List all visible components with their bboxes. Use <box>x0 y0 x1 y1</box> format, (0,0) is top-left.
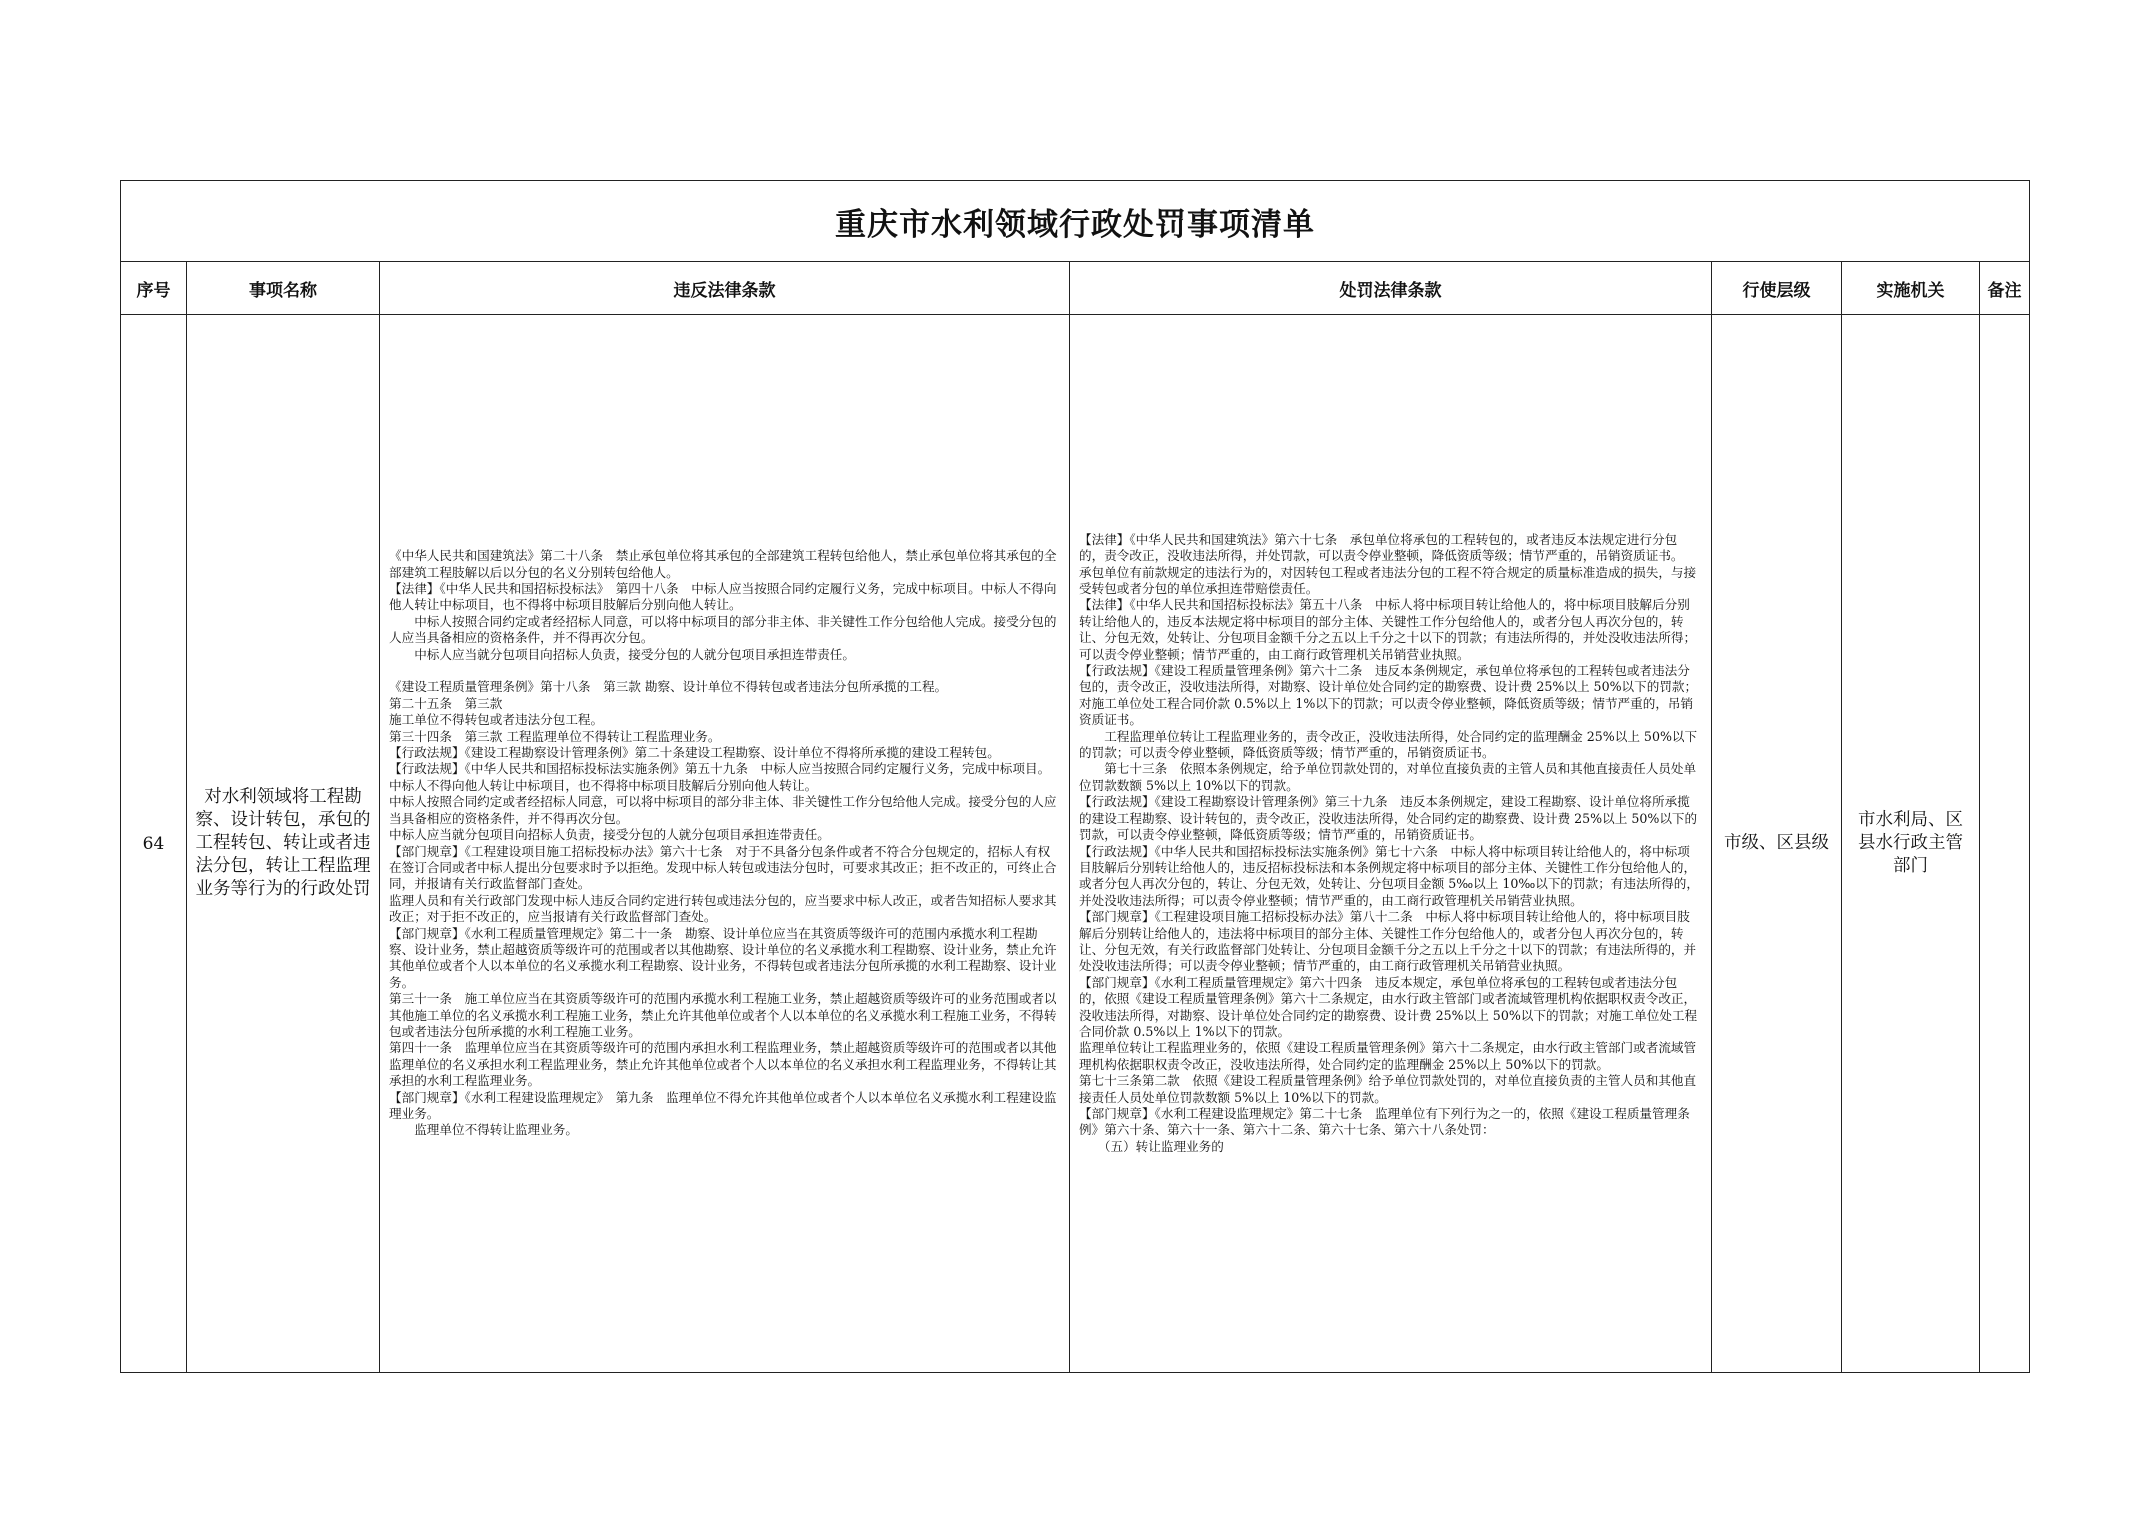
penalty-paragraph: 监理单位转让工程监理业务的，依照《建设工程质量管理条例》第六十二条规定，由水行政主管部门或者流域管理机构依据职权责令改正，没收违法所得，处合同约定的监理酬金 25%以上 50%以下的罚款。 <box>1079 1040 1697 1072</box>
penalty-list-table <box>120 180 2030 1373</box>
violation-paragraph: 《建设工程质量管理条例》第十八条 第三款 勘察、设计单位不得转包或者违法分包所承揽的工程。 <box>389 679 948 695</box>
violation-paragraph: 第三十一条 施工单位应当在其资质等级许可的范围内承揽水利工程施工业务，禁止超越资质等级许可的业务范围或者以其他施工单位的名义承揽水利工程施工业务，禁止允许其他单位或者个人以本单位的名义承揽水利工程施工业务，不得转包或者违法分包所承揽的水利工程施工业务。 <box>389 991 1057 1039</box>
table-row <box>121 315 2030 1373</box>
penalty-paragraph: 【部门规章】《水利工程建设监理规定》第二十七条 监理单位有下列行为之一的，依照《建设工程质量管理条例》第六十条、第六十一条、第六十二条、第六十七条、第六十八条处罚： <box>1079 1106 1690 1138</box>
violation-paragraph: 中标人按照合同约定或者经招标人同意，可以将中标项目的部分非主体、非关键性工作分包给他人完成。接受分包的人应当具备相应的资格条件，并不得再次分包。 <box>389 613 1057 646</box>
row-name: 对水利领域将工程勘察、设计转包，承包的工程转包、转让或者违法分包，转让工程监理业务等行为的行政处罚 <box>187 315 380 1373</box>
violation-paragraph <box>389 663 1060 679</box>
row-remark <box>1980 315 2030 1373</box>
violation-paragraph: 监理单位不得转让监理业务。 <box>389 1122 578 1138</box>
violation-paragraph: 【部门规章】《水利工程建设监理规定》 第九条 监理单位不得允许其他单位或者个人以本单位名义承揽水利工程建设监理业务。 <box>389 1089 1057 1121</box>
violation-paragraph: 【法律】《中华人民共和国招标投标法》 第四十八条 中标人应当按照合同约定履行义务，完成中标项目。中标人不得向他人转让中标项目，也不得将中标项目肢解后分别向他人转让。 <box>389 581 1057 613</box>
penalty-paragraph: 承包单位有前款规定的违法行为的，对因转包工程或者违法分包的工程不符合规定的质量标准造成的损失，与接受转包或者分包的单位承担连带赔偿责任。 <box>1079 564 1697 596</box>
header-penalty: 处罚法律条款 <box>1070 262 1712 315</box>
violation-paragraph: 第二十五条 第三款 <box>389 695 503 711</box>
violation-paragraph: 中标人应当就分包项目向招标人负责，接受分包的人就分包项目承担连带责任。 <box>389 646 855 662</box>
penalty-paragraph: 【法律】《中华人民共和国招标投标法》第五十八条 中标人将中标项目转让给他人的，将中标项目肢解后分别转让给他人的，违反本法规定将中标项目的部分主体、关键性工作分包给他人的，或者分包人再次分包的，转让、分包无效，处转让、分包项目金额千分之五以上千分之十以下的罚款；有违法所得的，并处没收违法所得；可以责令停业整顿；情节严重的，由工商行政管理机关吊销营业执照。 <box>1079 597 1697 662</box>
violation-paragraph: 【行政法规】《建设工程勘察设计管理条例》第二十条建设工程勘察、设计单位不得将所承揽的建设工程转包。 <box>389 745 1000 761</box>
penalty-paragraph: 【部门规章】《工程建设项目施工招标投标办法》第八十二条 中标人将中标项目转让给他人的，将中标项目肢解后分别转让给他人的，违法将中标项目的部分主体、关键性工作分包给他人的，或者分包人再次分包的，转让、分包无效，有关行政监督部门处转让、分包项目金额千分之五以上千分之十以下的罚款；有违法所得的，并处没收违法所得；可以责令停业整顿；情节严重的，由工商行政管理机关吊销营业执照。 <box>1079 909 1697 974</box>
violation-paragraph: 监理人员和有关行政部门发现中标人违反合同约定进行转包或违法分包的，应当要求中标人改正，或者告知招标人要求其改正；对于拒不改正的，应当报请有关行政监督部门查处。 <box>389 892 1057 925</box>
penalty-paragraph: 【部门规章】《水利工程质量管理规定》第六十四条 违反本规定，承包单位将承包的工程转包或者违法分包的，依照《建设工程质量管理条例》第六十二条规定，由水行政主管部门或者流域管理机构依据职权责令改正，没收违法所得，对勘察、设计单位处合同约定的勘察费、设计费 25%以上 50%以下的罚款；对施工单位处工程合同价款 0.5%以上 1%以下的罚款。 <box>1079 974 1698 1039</box>
row-penalty-clauses <box>1070 315 1712 1373</box>
violation-paragraphs <box>389 548 1060 1139</box>
violation-paragraph: 【行政法规】《中华人民共和国招标投标法实施条例》第五十九条 中标人应当按照合同约定履行义务，完成中标项目。中标人不得向他人转让中标项目，也不得将中标项目肢解后分别向他人转让。 <box>389 761 1051 793</box>
penalty-paragraph: 【行政法规】《中华人民共和国招标投标法实施条例》第七十六条 中标人将中标项目转让给他人的，将中标项目肢解后分别转让给他人的，违反招标投标法和本条例规定将中标项目的部分主体、关键性工作分包给他人的，或者分包人再次分包的，转让、分包无效，处转让、分包项目金额 5‰以上 10‰以下的罚款；有违法所得的，并处没收违法所得；可以责令停业整顿；情节严重的，由工商行政管理机关吊销营业执照。 <box>1079 843 1699 908</box>
header-agency: 实施机关 <box>1842 262 1980 315</box>
row-agency: 市水利局、区县水行政主管部门 <box>1842 315 1980 1373</box>
penalty-paragraph: 【行政法规】《建设工程勘察设计管理条例》第三十九条 违反本条例规定，建设工程勘察、设计单位将所承揽的建设工程勘察、设计转包的，责令改正，没收违法所得，处合同约定的勘察费、设计费 25%以上 50%以下的罚款，可以责令停业整顿，降低资质等级；情节严重的，吊销资质证书。 <box>1079 794 1698 843</box>
violation-paragraph: 【部门规章】《水利工程质量管理规定》第二十一条 勘察、设计单位应当在其资质等级许可的范围内承揽水利工程勘察、设计业务，禁止超越资质等级许可的范围或者以其他勘察、设计单位的名义承揽水利工程勘察、设计业务，禁止允许其他单位或者个人以本单位的名义承揽水利工程勘察、设计业务，不得转包或者违法分包所承揽的水利工程勘察、设计业务。 <box>389 925 1057 990</box>
violation-paragraph: 中标人按照合同约定或者经招标人同意，可以将中标项目的部分非主体、非关键性工作分包给他人完成。接受分包的人应当具备相应的资格条件，并不得再次分包。 <box>389 794 1057 826</box>
penalty-paragraph: 【行政法规】《建设工程质量管理条例》第六十二条 违反本条例规定，承包单位将承包的工程转包或者违法分包的，责令改正，没收违法所得，对勘察、设计单位处合同约定的勘察费、设计费 25%以上 50%以下的罚款；对施工单位处工程合同价款 0.5%以上 1%以下的罚款；可以责令停业整顿，降低资质等级；情节严重的，吊销资质证书。 <box>1079 663 1698 728</box>
header-no: 序号 <box>121 262 187 315</box>
header-row <box>121 262 2030 315</box>
violation-paragraph: 第四十一条 监理单位应当在其资质等级许可的范围内承担水利工程监理业务，禁止超越资质等级许可的范围或者以其他监理单位的名义承担水利工程监理业务，禁止允许其他单位或者个人以本单位的名义承担水利工程监理业务，不得转让其承担的水利工程监理业务。 <box>389 1040 1057 1089</box>
violation-paragraph: 《中华人民共和国建筑法》第二十八条 禁止承包单位将其承包的全部建筑工程转包给他人，禁止承包单位将其承包的全部建筑工程肢解以后以分包的名义分别转包给他人。 <box>389 548 1057 580</box>
penalty-paragraphs <box>1079 532 1702 1155</box>
row-no: 64 <box>121 315 187 1373</box>
penalty-paragraph: （五）转让监理业务的 <box>1079 1138 1224 1154</box>
penalty-paragraph: 第七十三条第二款 依照《建设工程质量管理条例》给予单位罚款处罚的，对单位直接负责的主管人员和其他直接责任人员处单位罚款数额 5%以上 10%以下的罚款。 <box>1079 1073 1697 1105</box>
violation-paragraph: 施工单位不得转包或者违法分包工程。 <box>389 712 604 728</box>
penalty-paragraph: 工程监理单位转让工程监理业务的，责令改正，没收违法所得，处合同约定的监理酬金 25%以上 50%以下的罚款；可以责令停业整顿，降低资质等级；情节严重的，吊销资质证书。 <box>1079 728 1698 761</box>
header-violation: 违反法律条款 <box>380 262 1070 315</box>
row-violation-clauses <box>380 315 1070 1373</box>
header-remark: 备注 <box>1980 262 2030 315</box>
penalty-paragraph: 第七十三条 依照本条例规定，给予单位罚款处罚的，对单位直接负责的主管人员和其他直接责任人员处单位罚款数额 5%以上 10%以下的罚款。 <box>1079 761 1697 793</box>
header-name: 事项名称 <box>187 262 380 315</box>
document-title: 重庆市水利领域行政处罚事项清单 <box>121 181 2030 262</box>
penalty-paragraph: 【法律】《中华人民共和国建筑法》第六十七条 承包单位将承包的工程转包的，或者违反本法规定进行分包的，责令改正，没收违法所得，并处罚款，可以责令停业整顿，降低资质等级；情节严重的，吊销资质证书。 <box>1079 531 1684 564</box>
row-level: 市级、区县级 <box>1712 315 1842 1373</box>
violation-paragraph: 【部门规章】《工程建设项目施工招标投标办法》第六十七条 对于不具备分包条件或者不符合分包规定的，招标人有权在签订合同或者中标人提出分包要求时予以拒绝。发现中标人转包或违法分包时，可要求其改正；拒不改正的，可终止合同，并报请有关行政监督部门查处。 <box>389 843 1057 892</box>
violation-paragraph: 第三十四条 第三款 工程监理单位不得转让工程监理业务。 <box>389 728 721 744</box>
violation-paragraph: 中标人应当就分包项目向招标人负责，接受分包的人就分包项目承担连带责任。 <box>389 827 830 843</box>
header-level: 行使层级 <box>1712 262 1842 315</box>
